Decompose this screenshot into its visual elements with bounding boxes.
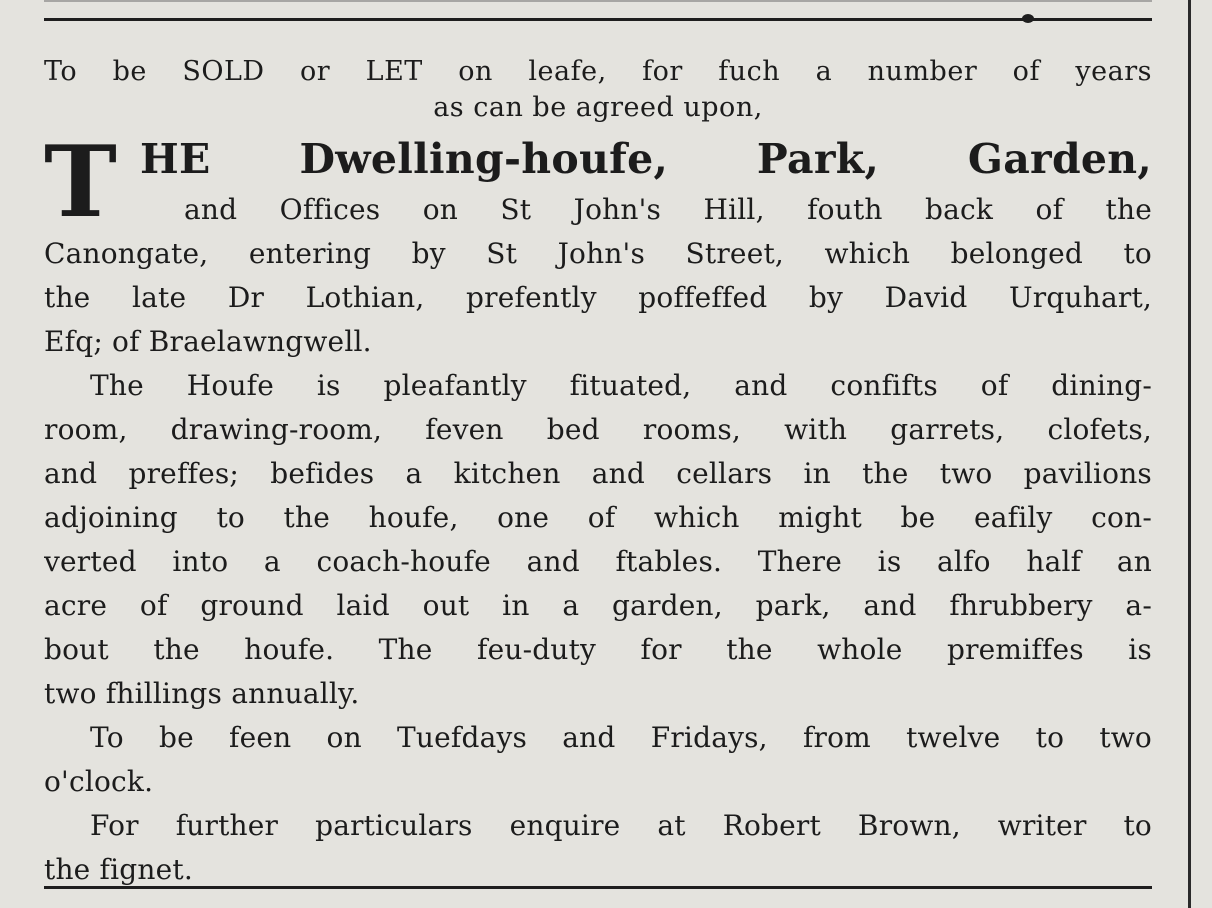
paragraph-3 [44,716,1152,804]
paragraph-line: The Houfe is pleafantly fituated, and confifts of dining- [90,369,1152,402]
paragraph-line: and Offices on St John's Hill, fouth back of the [184,193,1152,226]
advertisement [44,50,1152,892]
paragraph-line: the late Dr Lothian, prefently poffeffed by David Urquhart, [44,281,1152,314]
paragraph-line: adjoining to the houfe, one of which might be eafily con- [44,501,1152,534]
paragraph-line: verted into a coach-houfe and ftables. There is alfo half an [44,545,1152,578]
intro-line-1: To be SOLD or LET on leafe, for fuch a number of years [44,56,1152,87]
rule-ornament [1022,14,1034,23]
intro-line-2: as can be agreed upon, [433,92,763,123]
headline-text: HE Dwelling-houfe, Park, Garden, [140,135,1152,183]
bottom-divider-rule [44,886,1152,889]
paragraph-line: To be feen on Tuefdays and Fridays, from twelve to two [90,721,1152,754]
paragraph-line: For further particulars enquire at Robert Brown, writer to [90,809,1152,842]
column-border [1188,0,1191,908]
paragraph-line: and preffes; befides a kitchen and cellars in the two pavilions [44,457,1152,490]
paragraph-line: Canongate, entering by St John's Street, which belonged to [44,237,1152,270]
paragraph-4 [44,804,1152,892]
top-divider-rule [44,18,1152,21]
top-faded-rule [44,0,1152,2]
paragraph-2 [44,364,1152,716]
paragraph-1 [44,188,1152,364]
paragraph-line: acre of ground laid out in a garden, park, and fhrubbery a- [44,589,1152,622]
paragraph-line: bout the houfe. The feu-duty for the whole premiffes is [44,633,1152,666]
paragraph-line: Efq; of Braelawngwell. [44,325,372,358]
paragraph-line: room, drawing-room, feven bed rooms, with garrets, clofets, [44,413,1152,446]
paragraph-line: the fignet. [44,853,193,886]
paragraph-line: two fhillings annually. [44,677,360,710]
paragraph-line: o'clock. [44,765,154,798]
drop-cap: T [44,125,118,240]
